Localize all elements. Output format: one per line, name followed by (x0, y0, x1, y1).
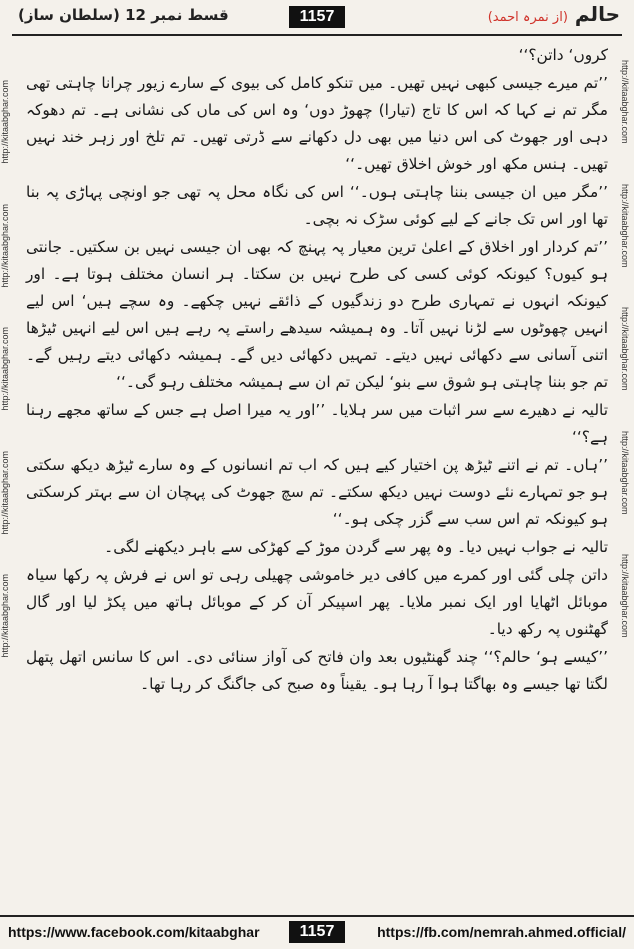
episode-label: قسط نمبر 12 (سلطان ساز) (18, 6, 229, 24)
paragraph: ’’کیسے ہو‘ حالم؟‘‘ چند گھنٹیوں بعد وان فاتح کی آواز سنائی دی۔ اس کا سانس اتھل پتھل لگتا تھا جیسے وہ بھاگتا ہوا آ رہا ہو۔ یقیناً وہ صبح کی جاگنگ کر رہا تھا۔ (26, 648, 608, 693)
watermark-text[interactable]: http://kitaabghar.com (620, 183, 630, 268)
watermark-text[interactable]: http://kitaabghar.com (0, 80, 10, 164)
story-body (26, 42, 608, 913)
watermark-text[interactable]: http://kitaabghar.com (0, 203, 10, 288)
paragraph: ’’مگر میں ان جیسی بننا چاہتی ہوں۔‘‘ اس کی نگاہ محل پہ تھی جو اونچی پہاڑی پہ بنا تھا اور اس تک جانے کے لیے کوئی سڑک نہ بچی۔ (26, 183, 608, 228)
header-rule (12, 34, 622, 36)
watermark-text[interactable]: http://kitaabghar.com (0, 574, 10, 658)
watermark-text[interactable]: http://kitaabghar.com (620, 60, 630, 144)
paragraph: ’’تم میرے جیسی کبھی نہیں تھیں۔ میں تنکو کامل کی بیوی کے سارے زیور چرانا چاہتی تھی مگر تم نے کہا کہ اس کا تاج (تیارا) چھوڑ دوں‘ وہ اس کی ماں کی نشانی ہے۔ تم دھوکہ دہی اور جھوٹ کی اس دنیا میں بھی دل دکھانے سے ڈرتی تھیں۔ تم تلخ اور زہر خند نہیں تھیں۔ ہنس مکھ اور خوش اخلاق تھیں۔‘‘ (26, 74, 608, 173)
paragraph: کروں‘ داتن؟‘‘ (518, 46, 608, 64)
paragraph: تالیہ نے دھیرے سے سر اثبات میں سر ہلایا۔ ’’اور یہ میرا اصل ہے جس کے ساتھ مجھے رہنا ہے؟‘‘ (26, 401, 608, 446)
title-text: حالم (574, 2, 620, 26)
watermark-text[interactable]: http://kitaabghar.com (620, 554, 630, 638)
page-number-bottom: 1157 (289, 921, 345, 943)
author-text: (از نمرہ احمد) (487, 10, 568, 25)
left-watermark-strip (0, 60, 14, 920)
author-facebook-link[interactable]: https://fb.com/nemrah.ahmed.official/ (377, 924, 626, 940)
watermark-text[interactable]: http://kitaabghar.com (620, 430, 630, 515)
page-number-top: 1157 (289, 6, 345, 28)
watermark-text[interactable]: http://kitaabghar.com (0, 450, 10, 535)
paragraph: داتن چلی گئی اور کمرے میں کافی دیر خاموشی چھیلی رہی تو اس نے فرش پہ رکھا سیاہ موبائل اٹھایا اور ایک نمبر ملایا۔ پھر اسپیکر آن کر کے موبائل ہاتھ میں پکڑ لیا اور گال گھٹنوں پہ رکھ دیا۔ (26, 566, 608, 638)
paragraph: تالیہ نے جواب نہیں دیا۔ وہ پھر سے گردن موڑ کے کھڑکی سے باہر دیکھنے لگی۔ (104, 538, 608, 556)
book-title (488, 2, 620, 26)
paragraph: ’’تم کردار اور اخلاق کے اعلیٰ ترین معیار پہ پہنچ کہ بھی ان جیسی نہیں بن سکتیں۔ جانتی ہو کیوں؟ کیونکہ کوئی کسی کی طرح نہیں بن سکتا۔ ہر انسان مختلف ہوتا ہے۔ اور کیونکہ انہوں نے تمہاری طرح دو زندگیوں کے ذائقے نہیں چکھے۔ وہ سچے ہیں‘ اس لیے انہیں چھوٹوں سے لڑنا نہیں آتا۔ وہ ہمیشہ سیدھے راستے پہ رہے ہیں اس لیے انہیں ٹیڑھا اتنی آسانی سے دکھائی نہیں دیتے۔ تمہیں دکھائی دیں گے۔ ہمیشہ دکھائی دیتے رہیں گے۔ تم جو بننا چاہتی ہو شوق سے بنو‘ لیکن تم ان سے ہمیشہ مختلف رہو گی۔‘‘ (26, 238, 608, 391)
page-footer (0, 915, 634, 949)
paragraph: ’’ہاں۔ تم نے اتنے ٹیڑھ پن اختیار کیے ہیں کہ اب تم انسانوں کے وہ سارے ٹیڑھ دیکھ سکتی ہو جو تمہارے نئے دوست نہیں دیکھ سکتے۔ تم سچ جھوٹ کی پہچان ان سے بہتر کرسکتی ہو کیونکہ تم اس سب سے گزر چکی ہو۔‘‘ (26, 456, 608, 528)
watermark-text[interactable]: http://kitaabghar.com (620, 307, 630, 391)
watermark-text[interactable]: http://kitaabghar.com (0, 327, 10, 411)
facebook-link[interactable]: https://www.facebook.com/kitaabghar (8, 924, 260, 940)
right-watermark-strip (620, 60, 634, 920)
page-header (0, 0, 634, 36)
